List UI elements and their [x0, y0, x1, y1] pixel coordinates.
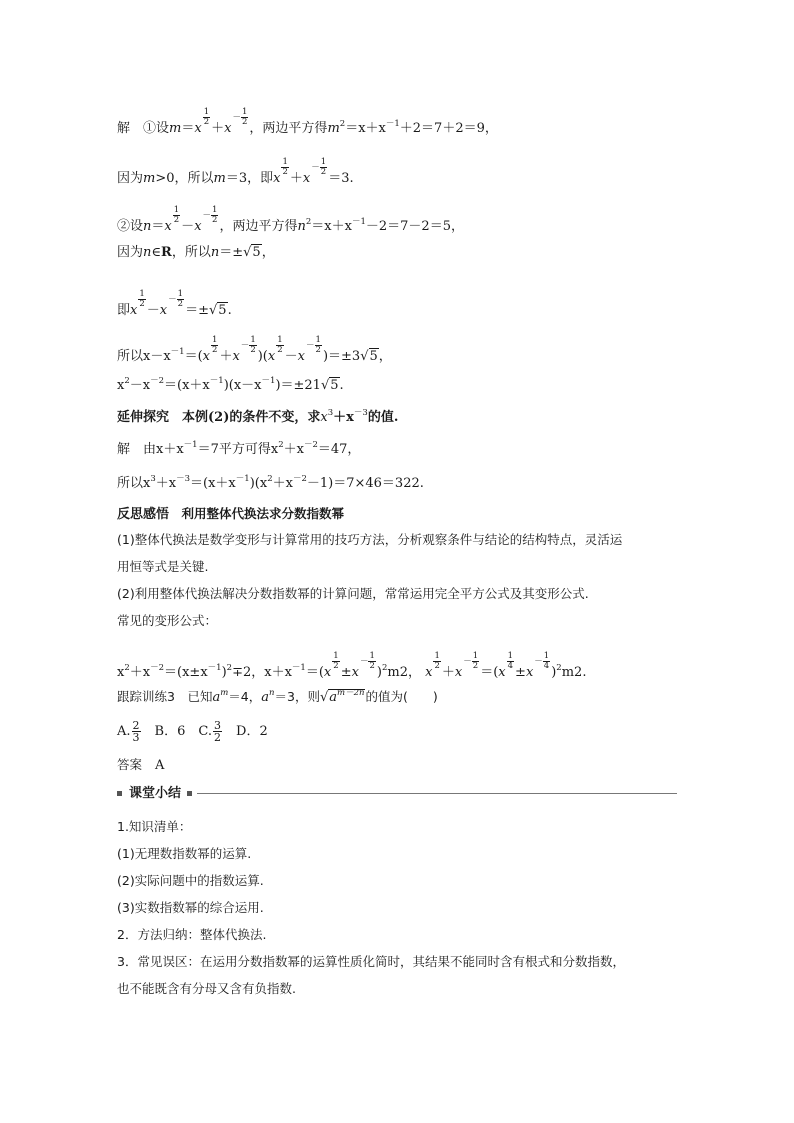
exponent-neg-quarter-frac: $\frac{1}{4}$: [543, 651, 550, 671]
reflection-p1a: (1)整体代换法是数学变形与计算常用的技巧方法，分析观察条件与结论的结构特点，灵活运: [117, 532, 623, 547]
text: 所以x: [117, 476, 151, 491]
text: x: [117, 665, 125, 680]
text: >0，所以: [155, 171, 214, 186]
superscript: －2: [303, 440, 318, 450]
square-bullet-icon: [187, 791, 192, 796]
text: 本例(2)的条件不变，求: [169, 410, 321, 425]
text: x: [164, 219, 172, 234]
superscript: －1: [291, 663, 306, 673]
solution-line-3: [117, 206, 464, 236]
exponent-neg-half-frac: $\frac{1}{2}$: [250, 335, 256, 355]
text: x: [425, 665, 433, 680]
text: ＝(: [184, 349, 203, 364]
superscript: －1: [183, 440, 198, 450]
text: ＝3，则: [274, 689, 320, 704]
superscript: 2: [339, 119, 346, 129]
exponent-half: $\frac{1}{2}$: [203, 107, 210, 127]
extension-label: 延伸探究: [117, 410, 170, 425]
text: m: [143, 171, 156, 186]
text: ＝x＋x: [311, 219, 352, 234]
text: 已知: [174, 689, 213, 704]
solution-line-5: [117, 290, 232, 320]
divider: [197, 793, 677, 794]
text: m: [169, 121, 182, 136]
text: ＋2＝7＋2＝9，: [399, 121, 498, 136]
text: ＋: [289, 171, 303, 186]
text: x: [130, 303, 138, 318]
sqrt: √5: [360, 349, 378, 364]
superscript: －1: [351, 217, 366, 227]
superscript: －3: [176, 474, 191, 484]
text: x: [202, 349, 211, 364]
superscript: 2: [124, 663, 130, 673]
text: x: [159, 303, 168, 318]
text: 解 ①设: [117, 121, 170, 136]
text: 的值为( ): [365, 689, 438, 704]
superscript: －2: [150, 376, 165, 386]
text: x: [323, 665, 332, 680]
text: m2.: [561, 665, 587, 680]
exponent-half: $\frac{1}{2}$: [277, 335, 283, 355]
sqrt: √5: [208, 303, 227, 318]
exponent-neg-half: －: [232, 113, 241, 123]
text: x: [302, 171, 311, 186]
practice-answer: [117, 756, 164, 775]
text: x: [194, 121, 202, 136]
superscript: －2: [292, 474, 307, 484]
text: ＝±: [219, 245, 244, 260]
text: ＝: [181, 121, 195, 136]
text: ): [551, 665, 557, 680]
superscript: －1: [207, 663, 222, 673]
option-b[interactable]: B．6: [154, 724, 186, 739]
exponent-neg-half-frac: $\frac{1}{2}$: [212, 205, 218, 225]
text: ＝±: [185, 303, 209, 318]
text: n: [143, 245, 152, 260]
text: a: [212, 690, 221, 705]
exponent-neg: －: [168, 295, 177, 305]
reflection-p1b: 用恒等式是关键.: [117, 559, 209, 574]
text: x: [297, 349, 306, 364]
text: 因为: [117, 171, 144, 186]
text: －1)＝7×46＝322.: [306, 476, 424, 491]
text: ②设: [117, 219, 144, 234]
text: ＝4，: [228, 689, 262, 704]
option-a-fraction: $\frac{2}{3}$: [132, 719, 140, 744]
text: x: [224, 121, 232, 136]
exponent-neg: －: [534, 657, 543, 667]
solution-line-1: [117, 108, 498, 138]
text: ，所以: [171, 245, 211, 260]
answer-label: 答案: [117, 757, 143, 772]
text: m: [213, 171, 226, 186]
superscript: m: [220, 688, 229, 698]
text: n: [210, 245, 220, 260]
reflection-formulas: [117, 652, 586, 682]
solution-line-4: [117, 244, 275, 262]
text: ，: [378, 349, 392, 364]
exponent-neg: －: [359, 657, 369, 667]
practice-options: [117, 720, 268, 743]
text: ＋x: [333, 410, 354, 425]
text: m2，: [387, 665, 421, 680]
solution-line-2: [117, 158, 354, 188]
text: )(: [257, 349, 268, 364]
text: ＝47，: [317, 442, 361, 457]
sqrt: √5: [320, 378, 339, 393]
exponent-neg-half-frac: $\frac{1}{2}$: [320, 157, 327, 177]
text: ＝(x＋x: [190, 476, 236, 491]
text: －: [146, 303, 160, 318]
text: ±: [515, 665, 526, 680]
text: ＝(x＋x: [164, 378, 210, 393]
square-bullet-icon: [117, 791, 122, 796]
summary-s6: 3．常见误区：在运用分数指数幂的运算性质化简时，其结果不能同时含有根式和分数指数，: [117, 954, 625, 969]
reflection-p3: 常见的变形公式：: [117, 613, 218, 628]
text: ＝3，即: [225, 171, 274, 186]
superscript: 2: [278, 440, 284, 450]
exponent-neg-half-frac: $\frac{1}{2}$: [242, 107, 248, 127]
exponent-quarter: $\frac{1}{4}$: [507, 651, 514, 671]
exponent-neg: －: [306, 341, 315, 351]
text: ，: [261, 245, 275, 260]
summary-s1: 1.知识清单：: [117, 819, 192, 834]
exponent-half: $\frac{1}{2}$: [434, 651, 440, 671]
reflection-heading: [117, 505, 344, 524]
text: ＝: [151, 219, 165, 234]
text: x: [117, 378, 125, 393]
text: x: [232, 349, 240, 364]
superscript: n: [269, 688, 275, 698]
summary-title: 课堂小结: [129, 786, 182, 801]
practice-label: 跟踪训练3: [117, 689, 175, 704]
text: ): [376, 665, 382, 680]
text: x: [273, 171, 281, 186]
reflection-p2: (2)利用整体代换法解决分数指数幂的计算问题，常常运用完全平方公式及其变形公式.: [117, 586, 589, 601]
option-a[interactable]: A.: [117, 724, 131, 739]
reflection-label: 反思感悟: [117, 507, 170, 522]
text: 所以x－x: [117, 349, 171, 364]
extension-solution-1: [117, 436, 360, 459]
sqrt: √5: [243, 245, 261, 260]
text: ＝(: [480, 665, 499, 680]
text: －2＝7－2＝5，: [365, 219, 464, 234]
text: ＝(x±x: [164, 665, 208, 680]
text: 因为: [117, 245, 144, 260]
summary-s7: 也不能既含有分母又含有负指数.: [117, 981, 296, 996]
text: .: [339, 378, 344, 393]
superscript: 3: [327, 408, 334, 418]
superscript: 2: [305, 217, 312, 227]
text: ，两边平方得: [219, 219, 298, 234]
solution-line-6: [117, 336, 392, 366]
superscript: 2: [556, 663, 562, 673]
text: －: [284, 349, 298, 364]
text: 即: [117, 303, 131, 318]
text: x: [525, 665, 534, 680]
superscript: －2: [150, 663, 165, 673]
text: x: [498, 665, 506, 680]
solution-line-7: [117, 372, 344, 395]
text: ±: [340, 665, 352, 680]
text: m: [327, 121, 340, 136]
text: ): [221, 665, 227, 680]
superscript: 2: [267, 474, 273, 484]
text: x: [194, 219, 202, 234]
text: ∓2，x＋x: [232, 665, 292, 680]
text: )(x: [249, 476, 268, 491]
exponent-half: $\frac{1}{2}$: [139, 289, 145, 309]
text: ，两边平方得: [249, 121, 328, 136]
text: ＋: [219, 349, 233, 364]
exponent-half: $\frac{1}{2}$: [282, 157, 288, 177]
superscript: －1: [235, 474, 250, 484]
exponent-half: $\frac{1}{2}$: [333, 651, 339, 671]
text: x: [267, 349, 276, 364]
text: x: [320, 410, 328, 425]
exponent-neg: －: [463, 657, 472, 667]
practice-question: [117, 684, 438, 707]
text: .: [227, 303, 232, 318]
summary-header: [117, 786, 677, 802]
option-c[interactable]: C.: [198, 724, 213, 739]
option-c-fraction: $\frac{3}{2}$: [214, 719, 222, 744]
exponent-neg-half-frac: $\frac{1}{2}$: [472, 651, 479, 671]
superscript: －1: [170, 347, 185, 357]
reflection-title: 利用整体代换法求分数指数幂: [169, 506, 345, 521]
superscript: －1: [385, 119, 400, 129]
superscript: 2: [226, 663, 233, 673]
extension-question: [117, 404, 398, 427]
text: 解 由x＋x: [117, 442, 184, 457]
text: ＋: [211, 121, 225, 136]
exponent-neg: －: [202, 211, 212, 221]
text: ＋x: [283, 442, 304, 457]
exponent-half: $\frac{1}{2}$: [173, 205, 180, 225]
summary-s3: (2)实际问题中的指数运算.: [117, 873, 264, 888]
exponent-neg-half-frac: $\frac{1}{2}$: [315, 335, 321, 355]
text: －: [181, 219, 195, 234]
summary-s4: (3)实数指数幂的综合运用.: [117, 900, 264, 915]
text: ＋x: [155, 476, 177, 491]
option-d[interactable]: D．2: [236, 724, 268, 739]
text: 的值.: [367, 410, 399, 425]
summary-s5: 2．方法归纳：整体代换法.: [117, 927, 267, 942]
text: ＝7平方可得x: [197, 442, 279, 457]
text: )(x－x: [223, 378, 262, 393]
text: )＝±21: [275, 378, 321, 393]
superscript: －1: [209, 376, 224, 386]
text: R: [161, 245, 172, 260]
text: ＋x: [129, 665, 151, 680]
text: x: [351, 665, 359, 680]
summary-s2: (1)无理数指数幂的运算.: [117, 846, 252, 861]
exponent-neg-half-frac: $\frac{1}{2}$: [177, 289, 184, 309]
text: ＋x: [272, 476, 293, 491]
superscript: 3: [150, 474, 156, 484]
exponent-neg: －: [240, 341, 250, 351]
text: )＝±3: [322, 349, 361, 364]
extension-solution-2: [117, 470, 424, 493]
text: ＝(: [305, 665, 324, 680]
sqrt: $√a^{m-2n}$: [319, 688, 365, 705]
answer-value: A: [142, 758, 165, 773]
text: n: [297, 219, 306, 234]
text: ∈: [151, 245, 162, 260]
text: a: [261, 690, 270, 705]
text: ＝3.: [328, 171, 354, 186]
exponent-neg-half-frac: $\frac{1}{2}$: [369, 651, 375, 671]
text: ＋: [441, 665, 455, 680]
text: －x: [129, 378, 151, 393]
superscript: 2: [381, 663, 388, 673]
exponent-half: $\frac{1}{2}$: [212, 335, 218, 355]
exponent-neg: －: [311, 163, 320, 173]
text: x: [454, 665, 463, 680]
superscript: 2: [124, 376, 130, 386]
superscript: －1: [261, 376, 276, 386]
superscript: －3: [353, 408, 368, 418]
text: n: [143, 219, 152, 234]
text: ＝x＋x: [345, 121, 386, 136]
